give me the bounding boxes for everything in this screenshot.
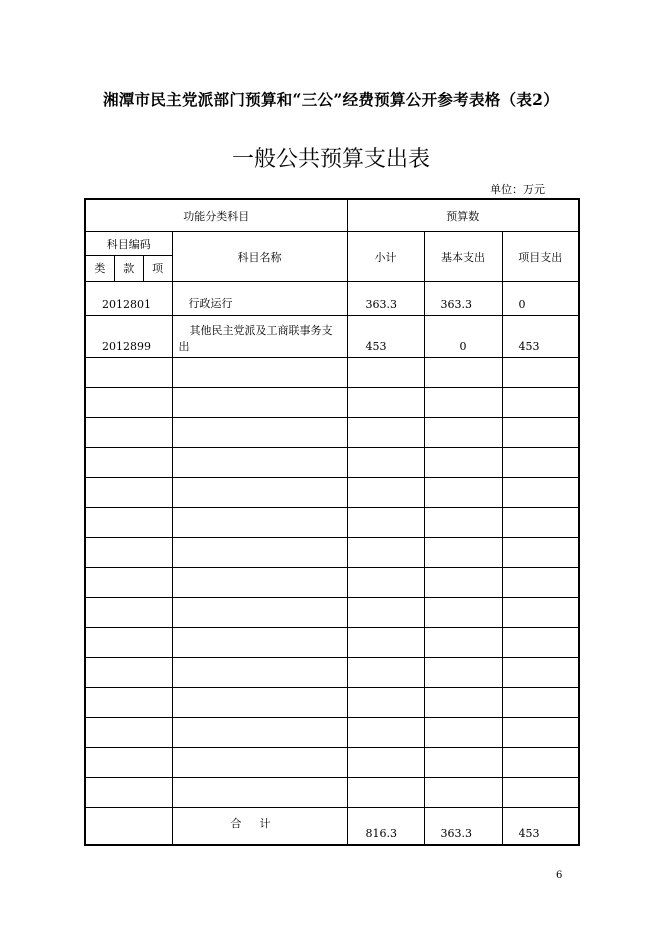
basic-header: 基本支出 bbox=[424, 232, 502, 282]
subject-name-header: 科目名称 bbox=[172, 232, 347, 282]
empty-row bbox=[85, 538, 579, 568]
row-name bbox=[172, 316, 347, 358]
subtotal-header: 小计 bbox=[347, 232, 424, 282]
row-code: 2012801 bbox=[85, 282, 172, 316]
document-header: 湘潭市民主党派部门预算和“三公”经费预算公开参考表格（表2） bbox=[102, 90, 560, 109]
unit-label: 单位：万元 bbox=[490, 183, 545, 196]
row-basic: 363.3 bbox=[424, 282, 502, 316]
total-row bbox=[85, 808, 579, 846]
empty-row bbox=[85, 418, 579, 448]
budget-table bbox=[84, 198, 580, 846]
empty-row bbox=[85, 778, 579, 808]
total-code-cell bbox=[85, 808, 172, 846]
empty-row bbox=[85, 658, 579, 688]
row-name-text: 其他民主党派及工商联事务支出 bbox=[178, 324, 333, 353]
func-class-header: 功能分类科目 bbox=[85, 199, 347, 232]
row-project: 453 bbox=[502, 316, 579, 358]
empty-row bbox=[85, 568, 579, 598]
empty-row bbox=[85, 688, 579, 718]
code-parts-cell bbox=[85, 256, 172, 282]
subject-code-header: 科目编码 bbox=[85, 232, 172, 256]
row-code: 2012899 bbox=[85, 316, 172, 358]
empty-row bbox=[85, 508, 579, 538]
row-subtotal: 453 bbox=[347, 316, 424, 358]
table-row bbox=[85, 282, 579, 316]
code-part-lei: 类 bbox=[94, 262, 106, 275]
empty-row bbox=[85, 358, 579, 388]
project-header: 项目支出 bbox=[502, 232, 579, 282]
empty-row bbox=[85, 748, 579, 778]
empty-row bbox=[85, 478, 579, 508]
code-part-kuan: 款 bbox=[114, 256, 143, 281]
total-project: 453 bbox=[502, 808, 579, 846]
code-part-xiang: 项 bbox=[143, 256, 172, 281]
document-title: 一般公共预算支出表 bbox=[231, 147, 430, 172]
table-header-row bbox=[85, 199, 579, 232]
table-row bbox=[85, 316, 579, 358]
empty-row bbox=[85, 448, 579, 478]
empty-row bbox=[85, 718, 579, 748]
total-label: 合计 bbox=[172, 808, 347, 846]
row-subtotal: 363.3 bbox=[347, 282, 424, 316]
budget-header: 预算数 bbox=[347, 199, 579, 232]
empty-row bbox=[85, 388, 579, 418]
page-number: 6 bbox=[556, 870, 563, 881]
total-subtotal: 816.3 bbox=[347, 808, 424, 846]
total-basic: 363.3 bbox=[424, 808, 502, 846]
row-name: 行政运行 bbox=[172, 282, 347, 316]
empty-row bbox=[85, 628, 579, 658]
table-header-row bbox=[85, 232, 579, 256]
row-project: 0 bbox=[502, 282, 579, 316]
row-basic: 0 bbox=[424, 316, 502, 358]
empty-row bbox=[85, 598, 579, 628]
